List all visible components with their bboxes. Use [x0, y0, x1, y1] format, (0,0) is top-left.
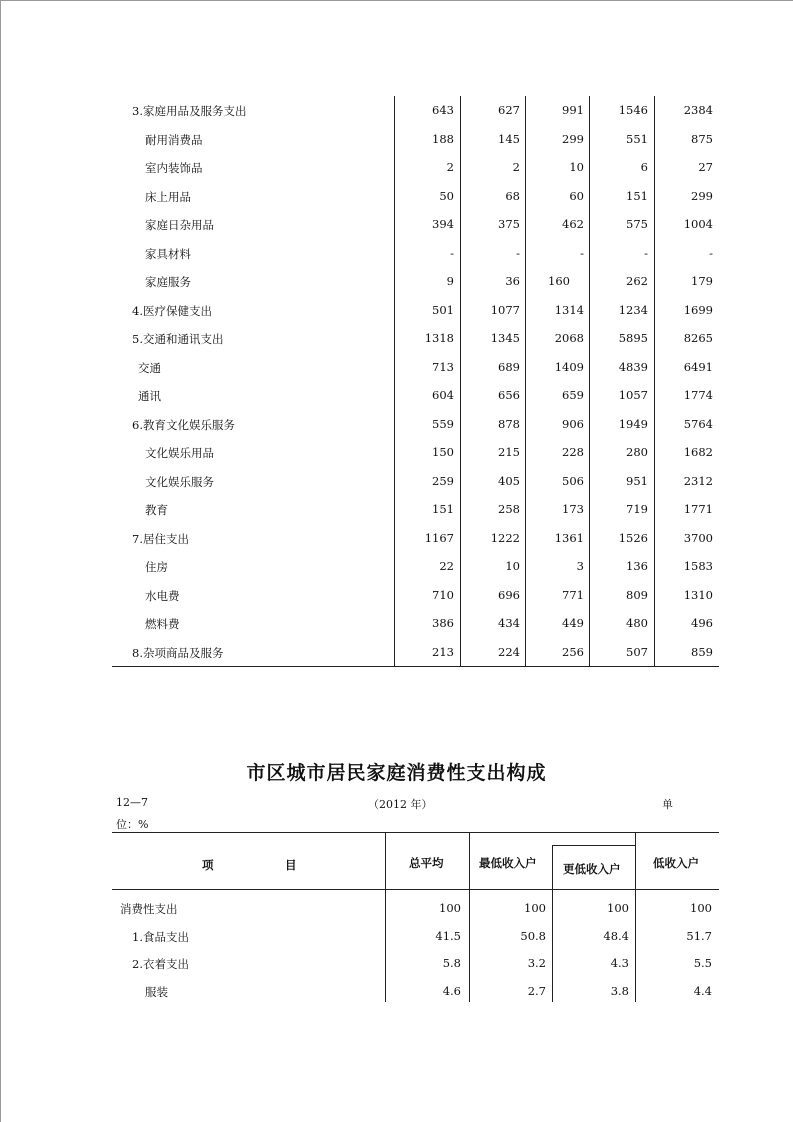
row-label: 住房	[145, 560, 168, 574]
table-cell: 3700	[683, 530, 713, 545]
row-label: 燃料费	[145, 617, 180, 631]
table-cell: 9	[446, 274, 454, 288]
table-cell: 1771	[683, 502, 713, 516]
table-cell: 710	[432, 587, 454, 602]
row-label: 家庭服务	[145, 275, 191, 289]
row-label: 8.杂项商品及服务	[132, 645, 224, 660]
table-cell: 4.4	[693, 983, 712, 998]
table-cell: 386	[432, 616, 454, 630]
table-cell: 2384	[683, 103, 713, 117]
row-label: 消费性支出	[120, 902, 178, 916]
header-lowest-income: 最低收入户	[479, 856, 537, 870]
row-label: 3.家庭用品及服务支出	[132, 104, 247, 118]
table-cell: 173	[562, 502, 584, 516]
row-label: 床上用品	[145, 189, 191, 204]
table-cell: 41.5	[435, 928, 461, 943]
table-cell: 1409	[554, 359, 584, 374]
table-cell: 3	[576, 559, 584, 573]
table-cell: -	[516, 245, 520, 260]
table-cell: 2312	[683, 473, 713, 488]
table-row	[112, 210, 719, 239]
table-cell: 259	[432, 473, 454, 488]
table-row	[112, 267, 719, 296]
table-cell: 656	[498, 388, 520, 402]
table-row	[112, 524, 719, 553]
table-cell: 434	[498, 616, 520, 630]
table-cell: 6	[640, 160, 648, 174]
table-cell: 951	[626, 473, 648, 488]
table-cell: 3.8	[610, 983, 629, 998]
table-cell: 507	[626, 644, 648, 659]
header-item-a: 项	[202, 858, 214, 872]
table-cell: 51.7	[686, 928, 712, 943]
table-row	[112, 895, 719, 922]
table-cell: 375	[498, 217, 520, 231]
table-cell: 1526	[618, 530, 648, 545]
row-label: 1.食品支出	[132, 929, 189, 944]
table-cell: 188	[432, 131, 454, 146]
table-cell: 179	[691, 274, 713, 288]
table-cell: 1077	[490, 302, 520, 317]
table-cell: 480	[626, 616, 648, 630]
table-cell: 228	[562, 445, 584, 459]
table-cell: 1310	[683, 587, 713, 602]
table-row	[112, 96, 719, 125]
row-label: 耐用消费品	[145, 132, 203, 147]
table-cell: 280	[626, 445, 648, 459]
table-row	[112, 978, 719, 1005]
unit-label-part1: 单	[662, 798, 673, 811]
table-cell: 36	[505, 274, 520, 288]
table-cell: 627	[498, 103, 520, 117]
table-row	[112, 552, 719, 581]
table-cell: 559	[432, 416, 454, 431]
table-row	[112, 125, 719, 154]
table-cell: 1057	[618, 388, 648, 402]
row-label: 室内装饰品	[145, 161, 203, 175]
table-cell: 449	[562, 616, 584, 630]
table-cell: 215	[498, 445, 520, 459]
table-cell: 50.8	[520, 928, 546, 943]
table-row	[112, 153, 719, 182]
table-row	[112, 609, 719, 638]
row-label: 7.居住支出	[132, 531, 189, 546]
table-cell: 719	[626, 502, 648, 516]
table-cell: 991	[562, 103, 584, 117]
table-cell: 659	[562, 388, 584, 402]
table-cell: 809	[626, 587, 648, 602]
table-cell: 2	[512, 160, 520, 174]
consumption-structure-table	[112, 832, 719, 1002]
row-label: 水电费	[145, 588, 180, 603]
table-cell: 696	[498, 587, 520, 602]
table-cell: 68	[505, 188, 520, 203]
table-cell: 48.4	[603, 928, 629, 943]
table-row	[112, 438, 719, 467]
table-cell: 224	[498, 644, 520, 659]
table-cell: 213	[432, 644, 454, 659]
header-lower-income: 更低收入户	[563, 862, 621, 876]
table-cell: 2068	[554, 331, 584, 345]
table-cell: 1318	[424, 331, 454, 345]
table-cell: 1682	[683, 445, 713, 459]
table-cell: 462	[562, 217, 584, 231]
table-cell: 10	[569, 160, 584, 174]
subheader-rule	[552, 845, 636, 846]
row-label: 4.医疗保健支出	[132, 303, 212, 318]
table-row	[112, 381, 719, 410]
table-cell: 1004	[683, 217, 713, 231]
table-year: （2012 年）	[368, 798, 433, 811]
table-cell: 771	[562, 587, 584, 602]
table-row	[112, 182, 719, 211]
table-title: 市区城市居民家庭消费性支出构成	[246, 762, 547, 784]
table-cell: 8265	[683, 331, 713, 345]
table-cell: 5.5	[693, 956, 712, 970]
row-label: 家庭日杂用品	[145, 218, 214, 232]
table-row	[112, 923, 719, 950]
table-cell: 1345	[490, 331, 520, 345]
table-row	[112, 581, 719, 610]
table-cell: 100	[607, 901, 629, 915]
row-label: 文化娱乐用品	[145, 446, 214, 460]
table-cell: 496	[691, 616, 713, 630]
table-cell: 299	[562, 131, 584, 146]
table-cell: 1167	[424, 530, 454, 545]
table-row	[112, 324, 719, 353]
table-cell: 262	[626, 274, 648, 288]
table-cell: 1546	[618, 103, 648, 117]
table-cell: 5764	[683, 416, 713, 431]
table-cell: 501	[432, 302, 454, 317]
table-bottom-rule	[112, 666, 719, 667]
table-cell: 1234	[618, 302, 648, 317]
table-cell: 50	[439, 188, 454, 203]
header-low-income: 低收入户	[653, 856, 699, 870]
table-cell: 6491	[683, 359, 713, 374]
table-cell: 405	[498, 473, 520, 488]
table-cell: 1699	[683, 302, 713, 317]
table-cell: 4839	[618, 359, 648, 374]
table-cell: 150	[432, 445, 454, 459]
table-number: 12—7	[116, 796, 148, 809]
table-cell: 100	[690, 901, 712, 915]
table-cell: 100	[524, 901, 546, 915]
table-cell: -	[450, 245, 454, 260]
header-average: 总平均	[409, 856, 444, 870]
table-cell: 875	[691, 131, 713, 146]
row-label: 家具材料	[145, 246, 191, 261]
table-cell: 551	[626, 131, 648, 146]
table-cell: 22	[439, 559, 454, 573]
table-cell: 2.7	[527, 983, 546, 998]
table-cell: 256	[562, 644, 584, 659]
table-row	[112, 239, 719, 268]
table-top-rule	[112, 832, 719, 833]
table-cell: 299	[691, 188, 713, 203]
table-cell: 60	[569, 188, 584, 203]
table-cell: 906	[562, 416, 584, 431]
table-cell: 145	[498, 131, 520, 146]
table-cell: 27	[698, 160, 713, 174]
table-cell: 100	[439, 901, 461, 915]
table-cell: 604	[432, 388, 454, 402]
table-row	[112, 950, 719, 977]
row-label: 服装	[145, 984, 168, 999]
table-cell: 10	[505, 559, 520, 573]
table-cell: -	[644, 245, 648, 260]
row-label: 5.交通和通讯支出	[132, 332, 224, 346]
table-cell: 713	[432, 359, 454, 374]
table-cell: 689	[498, 359, 520, 374]
row-label: 通讯	[138, 389, 161, 403]
unit-label-part2: 位：%	[116, 818, 149, 831]
table-cell: 4.6	[442, 983, 461, 998]
header-bottom-rule	[112, 889, 719, 890]
table-cell: 258	[498, 502, 520, 516]
row-label: 交通	[138, 360, 161, 375]
table-cell: 136	[626, 559, 648, 573]
table-cell: -	[580, 245, 584, 260]
table-cell: 1222	[490, 530, 520, 545]
expenditure-table-continued	[112, 96, 719, 666]
table-cell: 878	[498, 416, 520, 431]
header-item-b: 目	[285, 858, 297, 872]
row-label: 2.衣着支出	[132, 957, 189, 971]
table-cell: 5895	[618, 331, 648, 345]
table-cell: 2	[446, 160, 454, 174]
table-cell: 4.3	[610, 956, 629, 970]
table-cell: 5.8	[442, 956, 461, 970]
table-cell: 575	[626, 217, 648, 231]
table-row	[112, 495, 719, 524]
table-cell: 506	[562, 473, 584, 488]
table-cell: 160	[548, 274, 570, 288]
table-row	[112, 467, 719, 496]
table-cell: 151	[432, 502, 454, 516]
table-cell: 643	[432, 103, 454, 117]
table-cell: 151	[626, 188, 648, 203]
table-cell: 1774	[683, 388, 713, 402]
table-row	[112, 638, 719, 667]
table-row	[112, 410, 719, 439]
table-cell: 1949	[618, 416, 648, 431]
row-label: 6.教育文化娱乐服务	[132, 417, 235, 432]
table-cell: 1314	[554, 302, 584, 317]
table-cell: 3.2	[527, 956, 546, 970]
row-label: 教育	[145, 503, 168, 517]
row-label: 文化娱乐服务	[145, 474, 214, 489]
table-cell: 1361	[554, 530, 584, 545]
table-cell: 859	[691, 644, 713, 659]
table-row	[112, 296, 719, 325]
table-cell: -	[709, 245, 713, 260]
table-row	[112, 353, 719, 382]
table-cell: 394	[432, 217, 454, 231]
table-cell: 1583	[683, 559, 713, 573]
